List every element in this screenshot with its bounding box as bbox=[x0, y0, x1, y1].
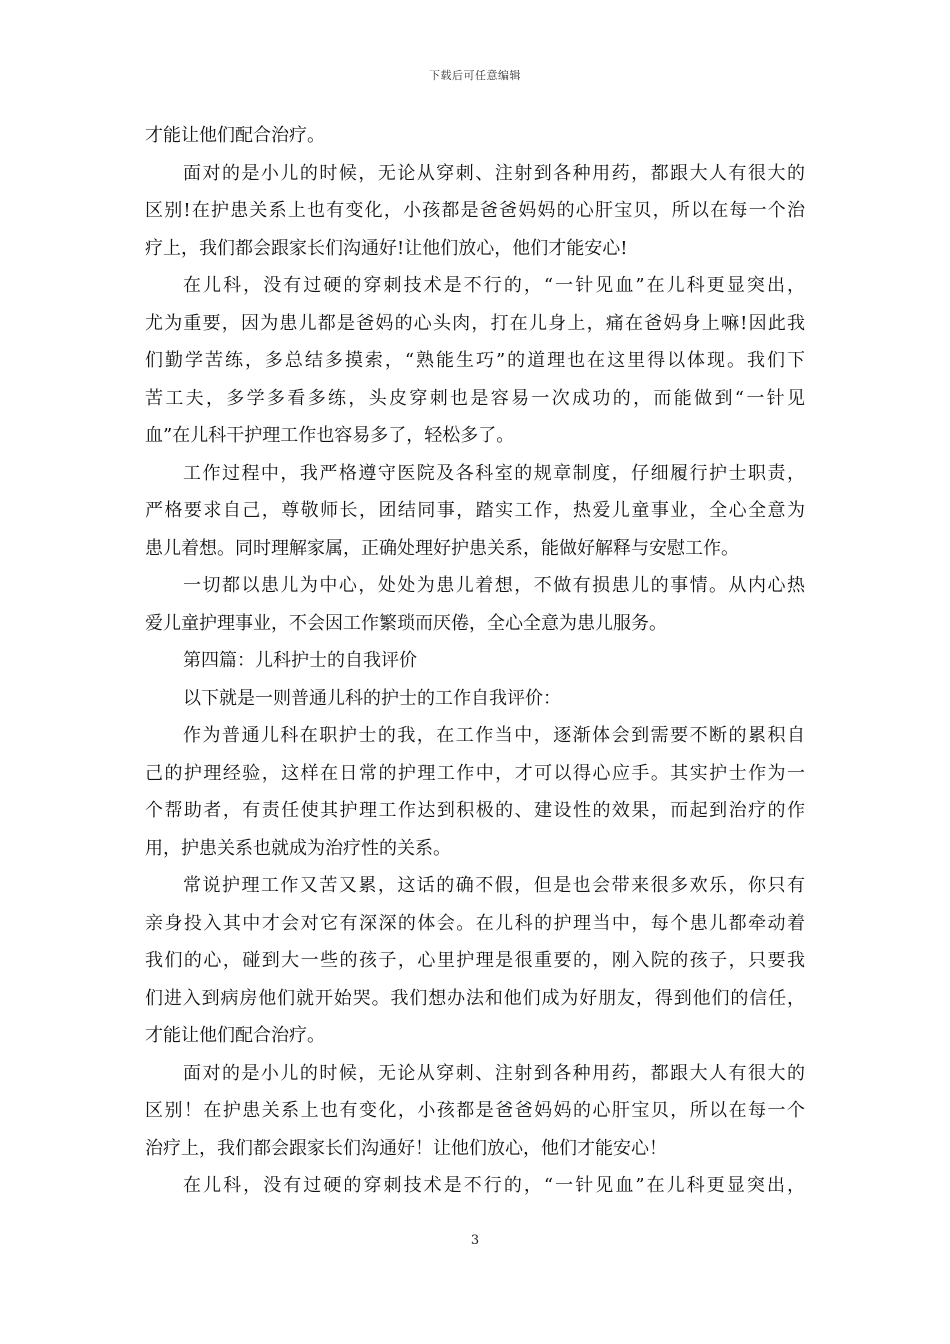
text-line: 区别！在护患关系上也有变化，小孩都是爸爸妈妈的心肝宝贝，所以在每一个 bbox=[145, 1100, 805, 1121]
text-line: 在儿科，没有过硬的穿刺技术是不行的，“一针见血”在儿科更显突出， bbox=[183, 275, 805, 296]
text-line: 个帮助者，有责任使其护理工作达到积极的、建设性的效果，而起到治疗的作 bbox=[145, 800, 805, 821]
text-line: 在儿科，没有过硬的穿刺技术是不行的，“一针见血”在儿科更显突出， bbox=[183, 1175, 805, 1196]
text-line: 亲身投入其中才会对它有深深的体会。在儿科的护理当中，每个患儿都牵动着 bbox=[145, 912, 805, 934]
text-line: 们进入到病房他们就开始哭。我们想办法和他们成为好朋友，得到他们的信任， bbox=[145, 987, 805, 1009]
text-line: 们勤学苦练，多总结多摸索，“熟能生巧”的道理也在这里得以体现。我们下 bbox=[145, 350, 805, 371]
text-line: 面对的是小儿的时候，无论从穿刺、注射到各种用药，都跟大人有很大的 bbox=[183, 162, 805, 184]
text-line: 第四篇：儿科护士的自我评价 bbox=[183, 650, 417, 671]
text-line: 疗上，我们都会跟家长们沟通好!让他们放心，他们才能安心! bbox=[145, 237, 628, 259]
text-line: 己的护理经验，这样在日常的护理工作中，才可以得心应手。其实护士作为一 bbox=[145, 762, 805, 784]
page-header: 下载后可任意编辑 bbox=[429, 69, 521, 82]
text-line: 用，护患关系也就成为治疗性的关系。 bbox=[145, 837, 451, 859]
text-line: 工作过程中，我严格遵守医院及各科室的规章制度，仔细履行护士职责， bbox=[183, 462, 805, 484]
text-line: 我们的心，碰到大一些的孩子，心里护理是很重要的，刚入院的孩子，只要我 bbox=[145, 950, 805, 971]
text-line: 一切都以患儿为中心，处处为患儿着想，不做有损患儿的事情。从内心热 bbox=[183, 575, 805, 596]
text-line: 爱儿童护理事业，不会因工作繁琐而厌倦，全心全意为患儿服务。 bbox=[145, 612, 667, 634]
text-line: 血”在儿科干护理工作也容易多了，轻松多了。 bbox=[145, 425, 515, 446]
text-line: 区别!在护患关系上也有变化，小孩都是爸爸妈妈的心肝宝贝，所以在每一个治 bbox=[145, 200, 805, 221]
page-number: 3 bbox=[470, 1233, 480, 1248]
text-line: 面对的是小儿的时候，无论从穿刺、注射到各种用药，都跟大人有很大的 bbox=[183, 1062, 805, 1084]
text-line: 以下就是一则普通儿科的护士的工作自我评价： bbox=[183, 687, 561, 709]
text-line: 患儿着想。同时理解家属，正确处理好护患关系，能做好解释与安慰工作。 bbox=[145, 537, 739, 559]
text-line: 尤为重要，因为患儿都是爸妈的心头肉，打在儿身上，痛在爸妈身上嘛!因此我 bbox=[145, 312, 805, 334]
text-line: 才能让他们配合治疗。 bbox=[145, 125, 325, 146]
text-line: 治疗上，我们都会跟家长们沟通好！让他们放心，他们才能安心！ bbox=[145, 1137, 667, 1159]
text-line: 苦工夫，多学多看多练，头皮穿刺也是容易一次成功的，而能做到“一针见 bbox=[145, 387, 805, 409]
text-line: 作为普通儿科在职护士的我，在工作当中，逐渐体会到需要不断的累积自 bbox=[183, 725, 805, 746]
text-line: 严格要求自己，尊敬师长，团结同事，踏实工作，热爱儿童事业，全心全意为 bbox=[145, 500, 805, 521]
text-line: 常说护理工作又苦又累，这话的确不假，但是也会带来很多欢乐，你只有 bbox=[183, 875, 805, 896]
document-body bbox=[145, 117, 805, 1205]
text-line: 才能让他们配合治疗。 bbox=[145, 1025, 325, 1046]
